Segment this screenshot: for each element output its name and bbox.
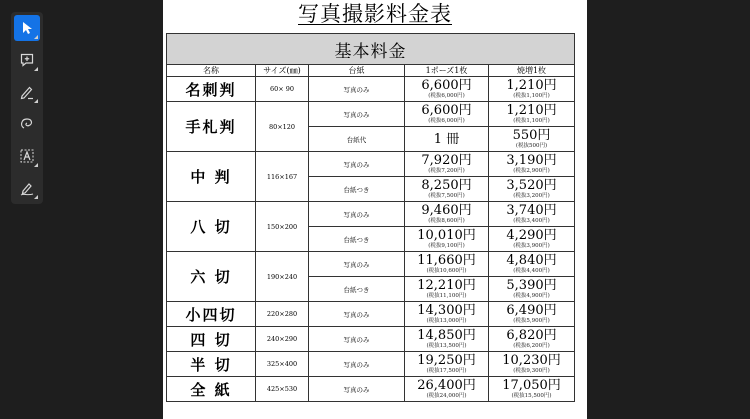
page-title-text: 写真撮影料金表	[298, 2, 452, 26]
signature-pen-icon	[19, 180, 35, 196]
extra-print-price	[489, 202, 575, 227]
mount-type: 写真のみ	[309, 202, 405, 227]
price-tax-excluded: (税抜13,500円)	[426, 342, 467, 349]
price-tax-excluded: (税抜24,000円)	[426, 392, 467, 399]
lasso-icon	[19, 116, 35, 132]
table-row	[167, 377, 575, 402]
text-box-tool[interactable]	[14, 143, 40, 169]
price-tax-excluded: (税抜4,400円)	[513, 267, 550, 274]
price-tax-excluded: (税抜8,600円)	[428, 217, 465, 224]
price-value: 19,250円	[417, 352, 476, 368]
table-row	[167, 302, 575, 327]
price-value: 1,210円	[506, 77, 557, 93]
price-tax-excluded: (税抜6,000円)	[428, 117, 465, 124]
first-pose-price	[405, 252, 489, 277]
price-value: 26,400円	[417, 377, 476, 393]
price-tax-excluded: (税抜5,900円)	[513, 317, 550, 324]
first-pose-price	[405, 302, 489, 327]
first-pose-price	[405, 327, 489, 352]
mount-type: 台紙つき	[309, 277, 405, 302]
table-row	[167, 77, 575, 102]
price-tax-excluded: (税抜10,600円)	[426, 267, 467, 274]
extra-print-price	[489, 102, 575, 127]
price-value: 4,840円	[506, 252, 557, 268]
price-tax-excluded: (税抜11,100円)	[426, 292, 467, 299]
price-value: 6,600円	[421, 77, 472, 93]
mount-type: 写真のみ	[309, 352, 405, 377]
first-pose-price	[405, 227, 489, 252]
price-tax-excluded: (税抜7,500円)	[428, 192, 465, 199]
extra-print-price	[489, 352, 575, 377]
page-title	[163, 1, 587, 27]
price-tax-excluded: (税抜6,200円)	[513, 342, 550, 349]
extra-print-price	[489, 177, 575, 202]
tool-options-indicator	[34, 195, 38, 199]
text-box-icon	[19, 148, 35, 164]
extra-print-price	[489, 277, 575, 302]
price-value: 6,490円	[506, 302, 557, 318]
header-mount: 台紙	[309, 65, 405, 77]
price-tax-excluded: (税抜3,900円)	[513, 242, 550, 249]
price-value: 6,600円	[421, 102, 472, 118]
price-value: 12,210円	[417, 277, 476, 293]
first-pose-price	[405, 277, 489, 302]
mount-type: 台紙代	[309, 127, 405, 152]
price-value: 5,390円	[506, 277, 557, 293]
size-name: 手札判	[167, 102, 256, 152]
table-row	[167, 352, 575, 377]
price-value: 3,740円	[506, 202, 557, 218]
table-row	[167, 252, 575, 277]
size-dimensions: 116×167	[256, 152, 309, 202]
price-value: 11,660円	[417, 252, 476, 268]
extra-print-price	[489, 252, 575, 277]
price-tax-excluded: (税抜9,100円)	[428, 242, 465, 249]
tool-options-indicator	[34, 163, 38, 167]
first-pose-price	[405, 152, 489, 177]
price-tax-excluded: (税抜9,300円)	[513, 367, 550, 374]
price-value: 14,850円	[417, 327, 476, 343]
price-value: 3,190円	[506, 152, 557, 168]
extra-print-price	[489, 227, 575, 252]
tool-options-indicator	[34, 99, 38, 103]
first-pose-price	[405, 77, 489, 102]
table-banner: 基本料金	[167, 34, 575, 65]
header-first-pose: 1ポーズ1枚	[405, 65, 489, 77]
select-tool[interactable]	[14, 15, 40, 41]
mount-type: 写真のみ	[309, 102, 405, 127]
mount-type: 写真のみ	[309, 302, 405, 327]
size-dimensions: 220×280	[256, 302, 309, 327]
lasso-tool[interactable]	[14, 111, 40, 137]
price-tax-excluded: (税抜3,400円)	[513, 217, 550, 224]
tool-options-indicator	[34, 35, 38, 39]
price-tax-excluded: (税抜2,900円)	[513, 167, 550, 174]
size-name: 六 切	[167, 252, 256, 302]
size-name: 八 切	[167, 202, 256, 252]
first-pose-price	[405, 177, 489, 202]
price-tax-excluded: (税抜15,500円)	[511, 392, 552, 399]
extra-print-price	[489, 302, 575, 327]
size-dimensions: 80×120	[256, 102, 309, 152]
size-name: 全 紙	[167, 377, 256, 402]
price-value: 1 冊	[433, 131, 460, 147]
extra-print-price	[489, 377, 575, 402]
size-dimensions: 425×530	[256, 377, 309, 402]
first-pose-price	[405, 202, 489, 227]
comment-tool[interactable]	[14, 47, 40, 73]
mount-type: 写真のみ	[309, 377, 405, 402]
header-extra-print: 焼増1枚	[489, 65, 575, 77]
tool-options-indicator	[34, 67, 38, 71]
price-tax-excluded: (税抜13,000円)	[426, 317, 467, 324]
header-name: 名称	[167, 65, 256, 77]
price-tax-excluded: (税抜1,100円)	[513, 92, 550, 99]
price-value: 9,460円	[421, 202, 472, 218]
size-dimensions: 325×400	[256, 352, 309, 377]
price-value: 550円	[512, 127, 551, 143]
size-dimensions: 240×290	[256, 327, 309, 352]
price-tax-excluded: (税抜1,100円)	[513, 117, 550, 124]
price-value: 6,820円	[506, 327, 557, 343]
mount-type: 写真のみ	[309, 152, 405, 177]
table-row	[167, 202, 575, 227]
size-name: 小四切	[167, 302, 256, 327]
price-value: 8,250円	[421, 177, 472, 193]
price-tax-excluded: (税抜6,000円)	[428, 92, 465, 99]
draw-tool[interactable]	[14, 79, 40, 105]
header-size: サイズ(㎜)	[256, 65, 309, 77]
size-name: 四 切	[167, 327, 256, 352]
price-value: 7,920円	[421, 152, 472, 168]
price-value: 17,050円	[502, 377, 561, 393]
price-value: 10,230円	[502, 352, 561, 368]
size-dimensions: 150×200	[256, 202, 309, 252]
extra-print-price	[489, 77, 575, 102]
price-tax-excluded: (税抜3,200円)	[513, 192, 550, 199]
size-name: 名刺判	[167, 77, 256, 102]
mount-type: 写真のみ	[309, 77, 405, 102]
table-row	[167, 152, 575, 177]
sign-tool[interactable]	[14, 175, 40, 201]
table-row	[167, 327, 575, 352]
size-name: 半 切	[167, 352, 256, 377]
pen-icon	[19, 84, 35, 100]
mount-type: 台紙つき	[309, 227, 405, 252]
mount-type: 台紙つき	[309, 177, 405, 202]
comment-add-icon	[19, 52, 35, 68]
first-pose-price	[405, 102, 489, 127]
price-tax-excluded: (税抜17,500円)	[426, 367, 467, 374]
annotation-toolbar	[11, 12, 43, 204]
cursor-arrow-icon	[19, 20, 35, 36]
size-name: 中 判	[167, 152, 256, 202]
price-tax-excluded: (税抜500円)	[515, 142, 548, 149]
table-row	[167, 102, 575, 127]
first-pose-price	[405, 127, 489, 152]
price-tax-excluded: (税抜4,900円)	[513, 292, 550, 299]
price-table	[166, 33, 575, 402]
price-value: 3,520円	[506, 177, 557, 193]
extra-print-price	[489, 127, 575, 152]
mount-type: 写真のみ	[309, 327, 405, 352]
mount-type: 写真のみ	[309, 252, 405, 277]
price-tax-excluded: (税抜7,200円)	[428, 167, 465, 174]
price-value: 10,010円	[417, 227, 476, 243]
first-pose-price	[405, 352, 489, 377]
extra-print-price	[489, 152, 575, 177]
size-dimensions: 190×240	[256, 252, 309, 302]
price-value: 4,290円	[506, 227, 557, 243]
document-page	[163, 0, 587, 419]
size-dimensions: 60× 90	[256, 77, 309, 102]
price-value: 1,210円	[506, 102, 557, 118]
extra-print-price	[489, 327, 575, 352]
price-value: 14,300円	[417, 302, 476, 318]
first-pose-price	[405, 377, 489, 402]
